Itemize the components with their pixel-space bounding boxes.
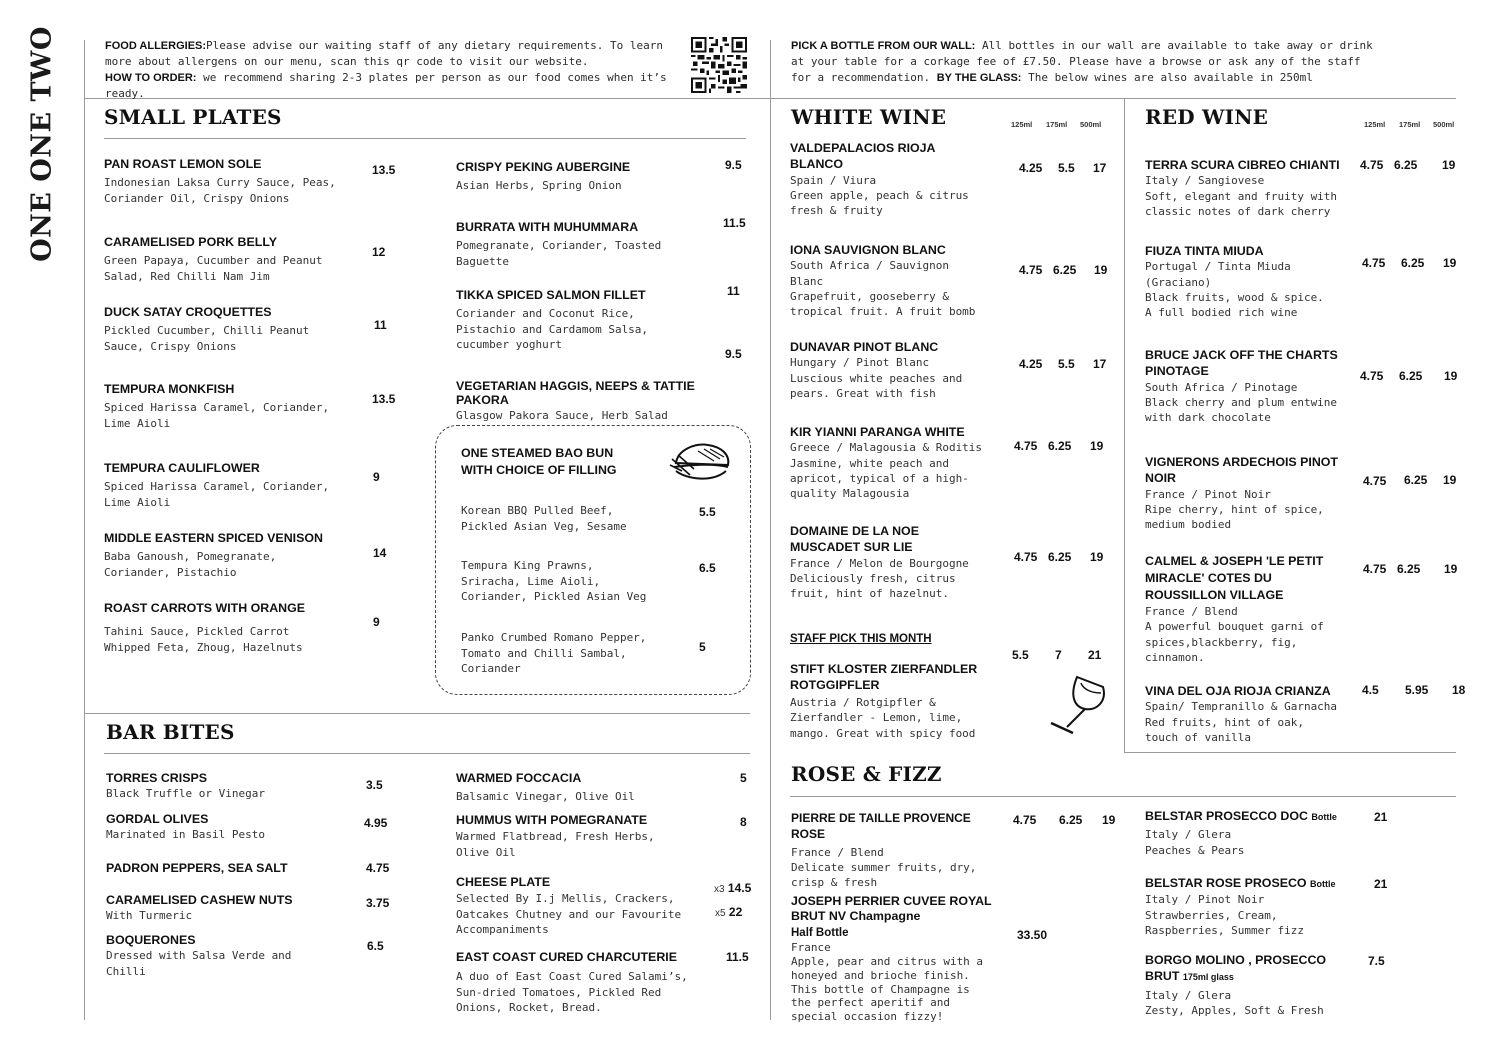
cheese-price-x3 (714, 881, 751, 895)
wine-price-175: 6.25 (1399, 369, 1423, 383)
wine-price-500: 18 (1452, 683, 1466, 697)
item-name: DUCK SATAY CROQUETTES (104, 305, 272, 319)
wine-price-175: 6.25 (1048, 439, 1072, 453)
wine-item (1145, 553, 1355, 665)
menu-item (104, 305, 354, 354)
wine-price-175: 5.5 (1058, 357, 1075, 371)
wine-price: 7.5 (1368, 954, 1385, 968)
bao-option-price: 5.5 (699, 505, 716, 519)
portion-price: 22 (728, 905, 743, 919)
item-name: MIDDLE EASTERN SPICED VENISON (104, 531, 323, 545)
menu-item (456, 220, 716, 269)
wine-price-125: 4.75 (1014, 439, 1038, 453)
wine-name (1145, 953, 1365, 985)
item-name: CHEESE PLATE (456, 875, 551, 889)
item-name: EAST COAST CURED CHARCUTERIE (456, 950, 677, 964)
item-desc: Tahini Sauce, Pickled Carrot Whipped Feta, Zhoug, Hazelnuts (104, 625, 303, 654)
wine-price-500: 19 (1102, 813, 1116, 827)
staff-pick-wine (790, 662, 1010, 741)
wine-price: 21 (1374, 877, 1388, 891)
wine-name: VIGNERONS ARDECHOIS PINOT NOIR (1145, 455, 1338, 486)
menu-item (104, 382, 354, 431)
wine-price-500: 19 (1444, 369, 1458, 383)
item-price: 4.95 (364, 816, 388, 830)
wine-name-text: BELSTAR PROSECCO DOC (1145, 809, 1308, 823)
wine-price-175: 5.5 (1058, 161, 1075, 175)
item-price: 9 (373, 615, 380, 629)
wine-name: DUNAVAR PINOT BLANC (790, 340, 939, 354)
wine-price-175: 6.25 (1048, 550, 1072, 564)
item-desc: Balsamic Vinegar, Olive Oil (456, 790, 635, 803)
wine-name: STIFT KLOSTER ZIERFANDLER ROTGGIPFLER (790, 662, 978, 692)
item-desc: Indonesian Laksa Curry Sauce, Peas, Coriander Oil, Crispy Onions (104, 176, 336, 205)
wine-item (791, 894, 1001, 1024)
wine-price-175: 6.25 (1397, 562, 1421, 576)
menu-item (104, 531, 354, 580)
item-name: TEMPURA CAULIFLOWER (104, 461, 260, 475)
bao-option-desc: Panko Crumbed Romano Pepper, Tomato and Chilli Sambal, Coriander (461, 631, 647, 676)
wine-name: FIUZA TINTA MIUDA (1145, 244, 1264, 258)
wine-item (1145, 347, 1355, 426)
menu-item (106, 893, 346, 924)
item-price: 5 (740, 771, 747, 785)
item-price: 9.5 (725, 158, 742, 172)
item-desc: Glasgow Pakora Sauce, Herb Salad (456, 409, 668, 422)
center-divider (770, 40, 771, 1020)
item-name: GORDAL OLIVES (106, 812, 209, 826)
item-desc: Baba Ganoush, Pomegranate, Coriander, Pistachio (104, 550, 277, 579)
wall-notice (791, 38, 1386, 86)
menu-item (104, 601, 354, 655)
wine-desc: South Africa / Sauvignon Blanc Grapefruit, gooseberry & tropical fruit. A fruit bomb (790, 259, 976, 319)
bar-bites-title: BAR BITES (106, 720, 235, 744)
item-desc: Coriander and Coconut Rice, Pistachio and Cardamom Salsa, cucumber yoghurt (456, 307, 649, 352)
wine-desc: France Apple, pear and citrus with a honeyed and brioche finish. This bottle of Champagne is the perfect aperitif and special occasion fizzy! (791, 941, 984, 1023)
menu-item (456, 160, 716, 194)
wine-price-175: 6.25 (1394, 158, 1418, 172)
wine-price-175: 6.25 (1401, 256, 1425, 270)
item-name: HUMMUS WITH POMEGRANATE (456, 813, 648, 827)
wine-price: 33.50 (1017, 928, 1048, 942)
bao-option (461, 555, 681, 605)
wine-price-175: 6.25 (1404, 473, 1428, 487)
wine-desc: Austria / Rotgipfler & Zierfandler - Lemon, lime, mango. Great with spicy food (790, 696, 976, 740)
bao-option-desc: Korean BBQ Pulled Beef, Pickled Asian Veg, Sesame (461, 504, 627, 533)
item-price: 8 (740, 815, 747, 829)
wine-item (790, 523, 1000, 602)
white-wine-title: WHITE WINE (791, 105, 947, 129)
staff-pick-label: STAFF PICK THIS MONTH (790, 633, 932, 645)
item-desc: Green Papaya, Cucumber and Peanut Salad, Red Chilli Nam Jim (104, 254, 323, 283)
wine-divider (1124, 98, 1125, 752)
item-desc: Dressed with Salsa Verde and Chilli (106, 949, 292, 978)
wine-item (1145, 875, 1365, 938)
portion-price: 14.5 (727, 881, 752, 895)
wine-name: VINA DEL OJA RIOJA CRIANZA (1145, 684, 1331, 698)
wine-desc: Greece / Malagousia & Roditis Jasmine, white peach and apricot, typical of a high- quality Malagousia (790, 441, 983, 501)
item-name: CARAMELISED PORK BELLY (104, 235, 278, 249)
wine-desc: Italy / Pinot Noir Strawberries, Cream, Raspberries, Summer fizz (1145, 893, 1304, 937)
menu-item (106, 771, 346, 802)
item-name: WARMED FOCCACIA (456, 771, 582, 785)
item-name: VEGETARIAN HAGGIS, NEEPS & TATTIE PAKORA (456, 379, 695, 407)
red-size-175: 175ml (1399, 120, 1421, 129)
portion-label: x5 (715, 908, 726, 919)
wine-item (1145, 808, 1365, 858)
bao-option-desc: Tempura King Prawns, Sriracha, Lime Aioli, Coriander, Pickled Asian Veg (461, 559, 647, 604)
brand-logo (14, 26, 70, 262)
wall-text: All bottles in our wall are available to take away or drink at your table for a corkage fee of £7.50. Please have a browse or ask any of the staff for a recommendation. (791, 39, 1373, 84)
wine-item (1145, 683, 1360, 745)
item-price: 11.5 (726, 950, 749, 964)
menu-item (104, 461, 354, 510)
red-size-125: 125ml (1364, 120, 1386, 129)
wine-desc: Portugal / Tinta Miuda (Graciano) Black fruits, wood & spice. A full bodied rich wine (1145, 260, 1324, 320)
red-wine-title: RED WINE (1145, 105, 1269, 129)
item-price: 3.75 (366, 896, 390, 910)
bao-option (461, 627, 681, 677)
wine-price-500: 17 (1093, 161, 1107, 175)
wine-name: VALDEPALACIOS RIOJA BLANCO (790, 141, 936, 172)
wine-price: 21 (1374, 810, 1388, 824)
bao-title-text: ONE STEAMED BAO BUN WITH CHOICE OF FILLING (461, 446, 617, 477)
menu-item (456, 288, 716, 353)
allergy-notice (105, 38, 680, 102)
rose-fizz-title: ROSE & FIZZ (791, 762, 942, 786)
wine-price-125: 4.75 (1360, 369, 1384, 383)
qr-code-icon[interactable] (691, 37, 747, 93)
menu-item (106, 861, 346, 876)
wine-note: 175ml glass (1182, 971, 1234, 982)
allergies-text: Please advise our waiting staff of any dietary requirements. To learn more about allergens on our menu, scan this qr code to visit our website. (105, 39, 664, 69)
wine-note: Bottle (1310, 879, 1336, 889)
item-price: 11.5 (723, 216, 746, 230)
small-plates-rule (104, 138, 746, 139)
item-name: CRISPY PEKING AUBERGINE (456, 160, 631, 174)
menu-item (456, 813, 716, 860)
menu-item (456, 875, 716, 938)
item-price: 11 (727, 284, 740, 298)
wine-price-125: 4.75 (1363, 562, 1387, 576)
item-name: BOQUERONES (106, 933, 196, 947)
wall-label: PICK A BOTTLE FROM OUR WALL: (791, 40, 976, 52)
item-price: 11 (374, 318, 387, 332)
item-desc: A duo of East Coast Cured Salami’s, Sun-dried Tomatoes, Pickled Red Onions, Rocket, Bread. (456, 970, 688, 1015)
cheese-price-x5 (715, 905, 742, 919)
wine-desc: France / Blend A powerful bouquet garni of spices,blackberry, fig, cinnamon. (1145, 605, 1324, 664)
menu-item (456, 950, 726, 1016)
wine-name: BRUCE JACK OFF THE CHARTS PINOTAGE (1145, 348, 1338, 379)
wine-name (1145, 875, 1365, 892)
item-price: 3.5 (366, 778, 383, 792)
item-price: 4.75 (366, 861, 390, 875)
glass-label: BY THE GLASS: (936, 71, 1022, 84)
item-price: 14 (373, 546, 387, 560)
wine-desc: Hungary / Pinot Blanc Luscious white peaches and pears. Great with fish (790, 356, 963, 400)
wine-note: Bottle (1311, 812, 1337, 822)
wine-name: KIR YIANNI PARANGA WHITE (790, 425, 965, 439)
menu-item (456, 771, 716, 805)
item-desc: Asian Herbs, Spring Onion (456, 179, 622, 192)
allergies-label: FOOD ALLERGIES: (105, 40, 207, 52)
wine-price-500: 19 (1443, 473, 1457, 487)
wine-desc: France / Pinot Noir Ripe cherry, hint of spice, medium bodied (1145, 487, 1324, 532)
item-name: PAN ROAST LEMON SOLE (104, 157, 262, 171)
wine-price-125: 4.75 (1019, 263, 1043, 277)
wine-price-125: 4.25 (1019, 357, 1043, 371)
item-desc: Marinated in Basil Pesto (106, 828, 265, 841)
small-plates-title: SMALL PLATES (104, 105, 282, 129)
wine-price-125: 5.5 (1012, 648, 1029, 662)
item-price: 6.5 (367, 939, 384, 953)
item-desc: Spiced Harissa Caramel, Coriander, Lime Aioli (104, 401, 330, 430)
wine-price-175: 6.25 (1053, 263, 1077, 277)
wine-bottom-rule (1124, 752, 1456, 753)
header-rule-right (770, 98, 1456, 99)
wine-glass-icon (1043, 671, 1113, 737)
item-name: TORRES CRISPS (106, 771, 207, 785)
wine-desc: France / Melon de Bourgogne Deliciously fresh, citrus fruit, hint of hazelnut. (790, 556, 969, 601)
wine-desc: Spain / Viura Green apple, peach & citrus fresh & fruity (790, 173, 969, 218)
item-desc: Selected By I.j Mellis, Crackers, Oatcakes Chutney and our Favourite Accompaniments (456, 892, 682, 937)
wine-item (790, 140, 1000, 219)
wine-price-175: 7 (1055, 648, 1062, 662)
wine-price-500: 19 (1443, 256, 1457, 270)
order-label: HOW TO ORDER: (105, 71, 197, 84)
wine-name (1145, 808, 1365, 825)
wine-price-125: 4.75 (1363, 474, 1387, 488)
wine-price-175: 5.95 (1405, 683, 1429, 697)
wine-price-500: 17 (1093, 357, 1107, 371)
menu-item (106, 933, 346, 979)
wine-subtitle: Half Bottle (791, 927, 849, 939)
menu-item (104, 157, 354, 206)
rose-fizz-rule (790, 796, 1456, 797)
item-desc: With Turmeric (106, 909, 193, 922)
wine-price-125: 4.5 (1362, 683, 1379, 697)
menu-item (104, 235, 354, 284)
wine-item (1145, 243, 1355, 321)
wine-price-125: 4.75 (1013, 813, 1037, 827)
wine-desc: Italy / Glera Peaches & Pears (1145, 828, 1245, 857)
wine-name-text: BELSTAR ROSE PROSECO (1145, 876, 1307, 890)
wine-item (790, 339, 1000, 401)
wine-name: JOSEPH PERRIER CUVEE ROYAL BRUT NV Champagne (791, 894, 992, 923)
menu-item (456, 380, 696, 424)
menu-item (106, 812, 346, 843)
white-size-500: 500ml (1080, 120, 1102, 129)
wine-price-500: 19 (1444, 562, 1458, 576)
wine-price-500: 21 (1088, 648, 1102, 662)
item-price: 9 (373, 470, 380, 484)
item-desc: Pickled Cucumber, Chilli Peanut Sauce, Crispy Onions (104, 324, 310, 353)
red-size-500: 500ml (1433, 120, 1455, 129)
order-text: we recommend sharing 2-3 plates per person as our food comes when it’s ready. (105, 70, 667, 101)
wine-desc: France / Blend Delicate summer fruits, dry, crisp & fresh (791, 845, 977, 890)
wine-desc: Italy / Sangiovese Soft, elegant and fruity with classic notes of dark cherry (1145, 174, 1338, 218)
bar-bites-top-rule (84, 713, 750, 714)
item-desc: Warmed Flatbread, Fresh Herbs, Olive Oil (456, 830, 655, 859)
brand-name: ONE ONE TWO (26, 26, 58, 262)
item-name: TEMPURA MONKFISH (104, 382, 235, 396)
bar-bites-rule (104, 753, 750, 754)
bao-option (461, 500, 681, 534)
white-size-125: 125ml (1011, 120, 1033, 129)
wine-desc: South Africa / Pinotage Black cherry and plum entwine with dark chocolate (1145, 380, 1338, 425)
wine-price-500: 19 (1094, 263, 1108, 277)
white-size-175: 175ml (1046, 120, 1068, 129)
bao-option-price: 6.5 (699, 561, 716, 575)
wine-price-125: 4.75 (1360, 158, 1384, 172)
portion-label: x3 (714, 884, 725, 895)
wine-price-175: 6.25 (1059, 813, 1083, 827)
item-price: 13.5 (372, 163, 396, 177)
wine-item (790, 424, 1000, 502)
wine-price-125: 4.75 (1014, 550, 1038, 564)
item-desc: Black Truffle or Vinegar (106, 787, 265, 800)
item-name: TIKKA SPICED SALMON FILLET (456, 288, 646, 302)
wine-desc: Spain/ Tempranillo & Garnacha Red fruits, hint of oak, touch of vanilla (1145, 700, 1338, 744)
item-name: BURRATA WITH MUHUMMARA (456, 220, 639, 234)
wine-price-125: 4.25 (1019, 161, 1043, 175)
bao-bun-icon (668, 441, 732, 487)
glass-text: The below wines are also available in 250ml (1028, 70, 1313, 84)
item-desc: Pomegranate, Coriander, Toasted Baguette (456, 239, 662, 268)
item-desc: Spiced Harissa Caramel, Coriander, Lime Aioli (104, 480, 330, 509)
wine-name-text: BORGO MOLINO , PROSECCO BRUT (1145, 953, 1327, 983)
wine-name: DOMAINE DE LA NOE MUSCADET SUR LIE (790, 524, 919, 555)
wine-price-500: 19 (1442, 158, 1456, 172)
wine-item (1145, 953, 1365, 1019)
item-price: 12 (372, 245, 386, 259)
left-border (84, 40, 85, 1020)
wine-price-125: 4.75 (1362, 256, 1386, 270)
wine-item (1145, 454, 1355, 533)
item-name: ROAST CARROTS WITH ORANGE (104, 601, 305, 615)
wine-price-500: 19 (1090, 550, 1104, 564)
wine-name: IONA SAUVIGNON BLANC (790, 243, 946, 257)
bao-option-price: 5 (699, 640, 706, 654)
wine-item (791, 810, 1001, 891)
wine-name: CALMEL & JOSEPH 'LE PETIT MIRACLE' COTES DU ROUSSILLON VILLAGE (1145, 554, 1324, 602)
item-name: CARAMELISED CASHEW NUTS (106, 893, 293, 907)
wine-price-500: 19 (1090, 439, 1104, 453)
wine-desc: Italy / Glera Zesty, Apples, Soft & Fresh (1145, 989, 1324, 1018)
wine-name: PIERRE DE TAILLE PROVENCE ROSE (791, 811, 971, 842)
wine-name: TERRA SCURA CIBREO CHIANTI (1145, 158, 1340, 172)
wine-item (1145, 157, 1355, 219)
item-name: PADRON PEPPERS, SEA SALT (106, 861, 288, 875)
item-price: 9.5 (725, 347, 742, 361)
item-price: 13.5 (372, 392, 396, 406)
wine-item (790, 242, 1000, 320)
bao-title (461, 445, 661, 478)
